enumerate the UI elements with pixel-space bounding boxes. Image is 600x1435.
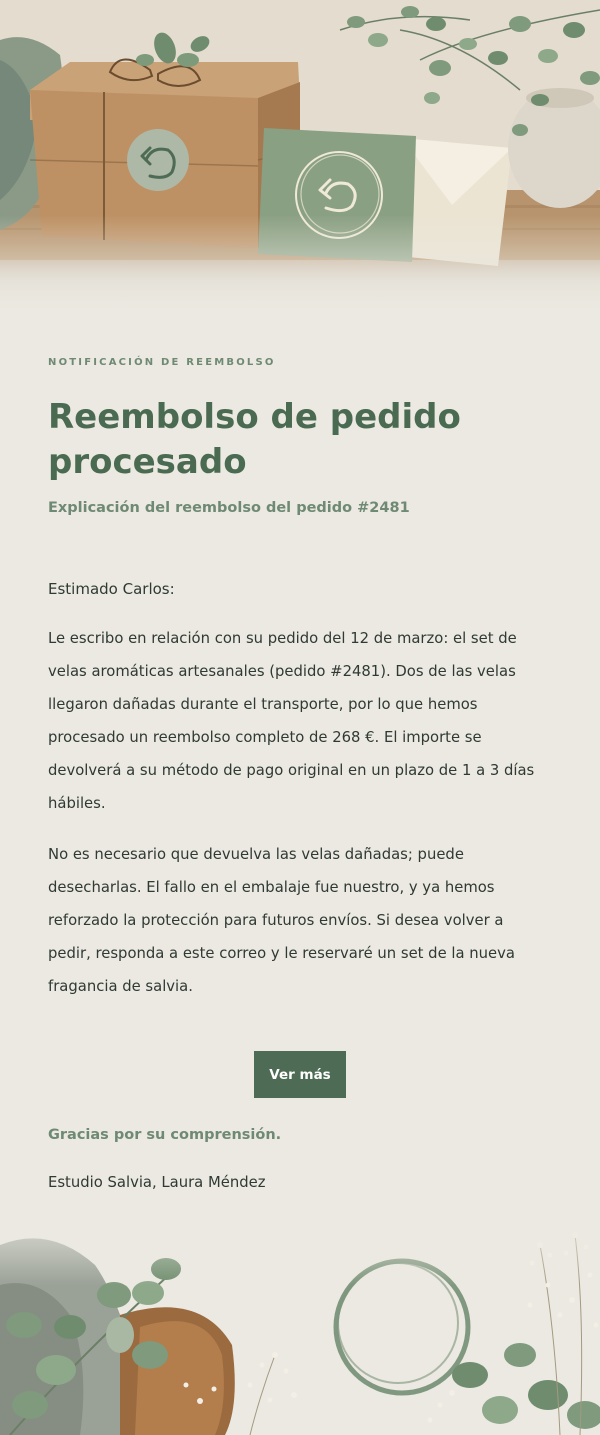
body-paragraph-2: No es necesario que devuelva las velas dañadas; puede desecharlas. El fallo en el embalaje fue nuestro, y ya hemos reforzado la protección para futuros envíos. Si desea volver a pedir, responda a este correo y le reservaré un set de la nueva fragancia de salvia. bbox=[48, 846, 515, 995]
greeting: Estimado Carlos: bbox=[48, 580, 175, 598]
hero-image bbox=[0, 0, 600, 335]
footer-image bbox=[0, 1205, 600, 1435]
page-title: Reembolso de pedido procesado bbox=[48, 397, 461, 482]
body-paragraph-1: Le escribo en relación con su pedido del 12 de marzo: el set de velas aromáticas artesanales (pedido #2481). Dos de las velas llegaron dañadas durante el transporte, por lo que hemos procesado un reembolso completo de 268 €. El importe se devolverá a su método de pago original en un plazo de 1 a 3 días hábiles. bbox=[48, 630, 535, 812]
subtitle: Explicación del reembolso del pedido #2481 bbox=[48, 500, 410, 516]
signature: Estudio Salvia, Laura Méndez bbox=[48, 1174, 266, 1191]
eyebrow-label: NOTIFICACIÓN DE REEMBOLSO bbox=[48, 357, 276, 368]
closing-thanks: Gracias por su comprensión. bbox=[48, 1127, 282, 1143]
see-more-button[interactable]: Ver más bbox=[254, 1051, 346, 1098]
footer-illustration bbox=[0, 1205, 600, 1435]
